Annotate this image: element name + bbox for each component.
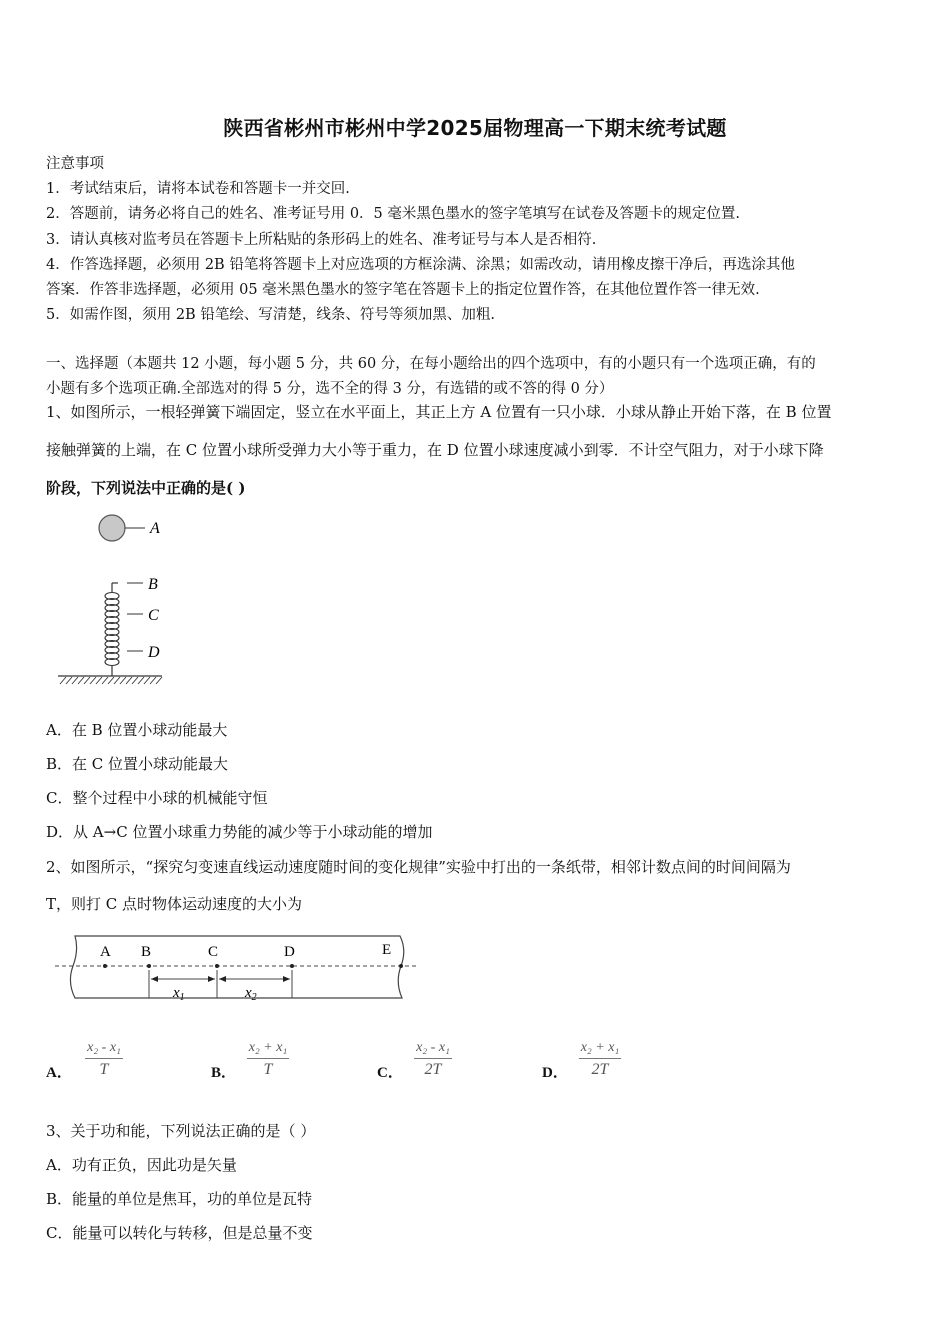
q2-option-c-num: x₂ - x₁ xyxy=(414,1040,452,1059)
notice-item-4-cont: 答案．作答非选择题，必须用 05 毫米黑色墨水的签字笔在答题卡上的指定位置作答，在其他位置作答一律无效. xyxy=(46,282,760,298)
q2-option-a-den: T xyxy=(99,1061,109,1078)
q2-stem-line2: T，则打 C 点时物体运动速度的大小为 xyxy=(46,895,303,913)
tape-label-b: B xyxy=(141,944,152,960)
q1-stem-line2: 接触弹簧的上端，在 C 位置小球所受弹力大小等于重力，在 D 位置小球速度减小到零．不计空气阻力，对于小球下降 xyxy=(46,441,824,459)
q3-stem: 3、关于功和能，下列说法正确的是（ ） xyxy=(46,1122,316,1140)
tape-dot-a xyxy=(103,964,107,968)
notice-item-1: 1．考试结束后，请将本试卷和答题卡一并交回. xyxy=(46,181,350,197)
notice-item-4: 4．作答选择题，必须用 2B 铅笔将答题卡上对应选项的方框涂满、涂黑；如需改动，请用橡皮擦干净后，再选涂其他 xyxy=(46,257,795,273)
q1-stem-line1: 1、如图所示，一根轻弹簧下端固定，竖立在水平面上，其正上方 A 位置有一只小球．小球从静止开始下落，在 B 位置 xyxy=(46,403,832,421)
q2-option-d-den: 2T xyxy=(591,1061,609,1078)
page-title: 陕西省彬州市彬州中学2025届物理高一下期末统考试题 xyxy=(223,116,727,140)
q1-option-d[interactable]: D．从 A→C 位置小球重力势能的减少等于小球动能的增加 xyxy=(46,823,433,841)
q1-spring-figure xyxy=(50,508,180,688)
tape-label-d: D xyxy=(284,944,295,960)
q2-option-a-fraction[interactable] xyxy=(76,1038,132,1079)
q2-option-d-label[interactable]: D． xyxy=(542,1065,568,1081)
tape-label-c: C xyxy=(208,944,219,960)
tape-dot-d xyxy=(290,964,294,968)
q2-option-a-num: x₂ - x₁ xyxy=(85,1040,123,1059)
notice-item-2: 2．答题前，请务必将自己的姓名、准考证号用 0．5 毫米黑色墨水的签字笔填写在试卷及答题卡的规定位置. xyxy=(46,206,740,222)
notice-item-5: 5．如需作图，须用 2B 铅笔绘、写清楚，线条、符号等须加黑、加粗. xyxy=(46,307,495,323)
section-instructions-line1: 一、选择题（本题共 12 小题，每小题 5 分，共 60 分，在每小题给出的四个选项中，有的小题只有一个选项正确，有的 xyxy=(46,356,816,372)
label-c: C xyxy=(148,607,159,624)
tape-dot-c xyxy=(215,964,219,968)
notice-item-3: 3．请认真核对监考员在答题卡上所粘贴的条形码上的姓名、准考证号与本人是否相符. xyxy=(46,232,597,248)
x1-label: $x_1$ xyxy=(173,985,185,1003)
q2-option-c-label[interactable]: C． xyxy=(377,1065,403,1081)
tape-dot-e xyxy=(399,964,403,968)
notice-heading: 注意事项 xyxy=(46,156,104,172)
q2-option-a-label[interactable]: A． xyxy=(46,1065,72,1081)
q3-option-a[interactable]: A．功有正负，因此功是矢量 xyxy=(46,1156,237,1174)
q2-option-c-den: 2T xyxy=(424,1061,442,1078)
q1-stem-line3: 阶段，下列说法中正确的是( ) xyxy=(46,479,246,497)
q1-option-c[interactable]: C．整个过程中小球的机械能守恒 xyxy=(46,789,268,807)
label-b: B xyxy=(148,576,158,593)
q2-option-b-den: T xyxy=(263,1061,273,1078)
q3-option-c[interactable]: C．能量可以转化与转移，但是总量不变 xyxy=(46,1224,313,1242)
q3-option-b[interactable]: B．能量的单位是焦耳，功的单位是瓦特 xyxy=(46,1190,313,1208)
q2-stem-line1: 2、如图所示，“探究匀变速直线运动速度随时间的变化规律”实验中打出的一条纸带，相邻计数点间的时间间隔为 xyxy=(46,858,791,876)
q2-option-b-fraction[interactable] xyxy=(239,1038,297,1079)
spring-coil-icon xyxy=(105,593,119,666)
q2-option-b-num: x₂ + x₁ xyxy=(247,1040,290,1059)
ball-icon xyxy=(99,515,125,541)
tape-label-e: E xyxy=(382,942,392,958)
section-instructions-line2: 小题有多个选项正确.全部选对的得 5 分，选不全的得 3 分，有选错的或不答的得 0 分） xyxy=(46,381,614,397)
q2-option-d-fraction[interactable] xyxy=(571,1038,629,1079)
q2-option-d-num: x₂ + x₁ xyxy=(579,1040,622,1059)
tape-dot-b xyxy=(147,964,151,968)
q1-option-b[interactable]: B．在 C 位置小球动能最大 xyxy=(46,755,229,773)
label-a: A xyxy=(150,520,160,537)
q2-option-c-fraction[interactable] xyxy=(405,1038,461,1079)
x2-label: $x_2$ xyxy=(245,985,257,1003)
q2-tape-figure xyxy=(55,930,420,1005)
label-d: D xyxy=(148,644,160,661)
tape-label-a: A xyxy=(100,944,111,960)
q2-option-b-label[interactable]: B． xyxy=(211,1065,237,1081)
q1-option-a[interactable]: A．在 B 位置小球动能最大 xyxy=(46,721,228,739)
